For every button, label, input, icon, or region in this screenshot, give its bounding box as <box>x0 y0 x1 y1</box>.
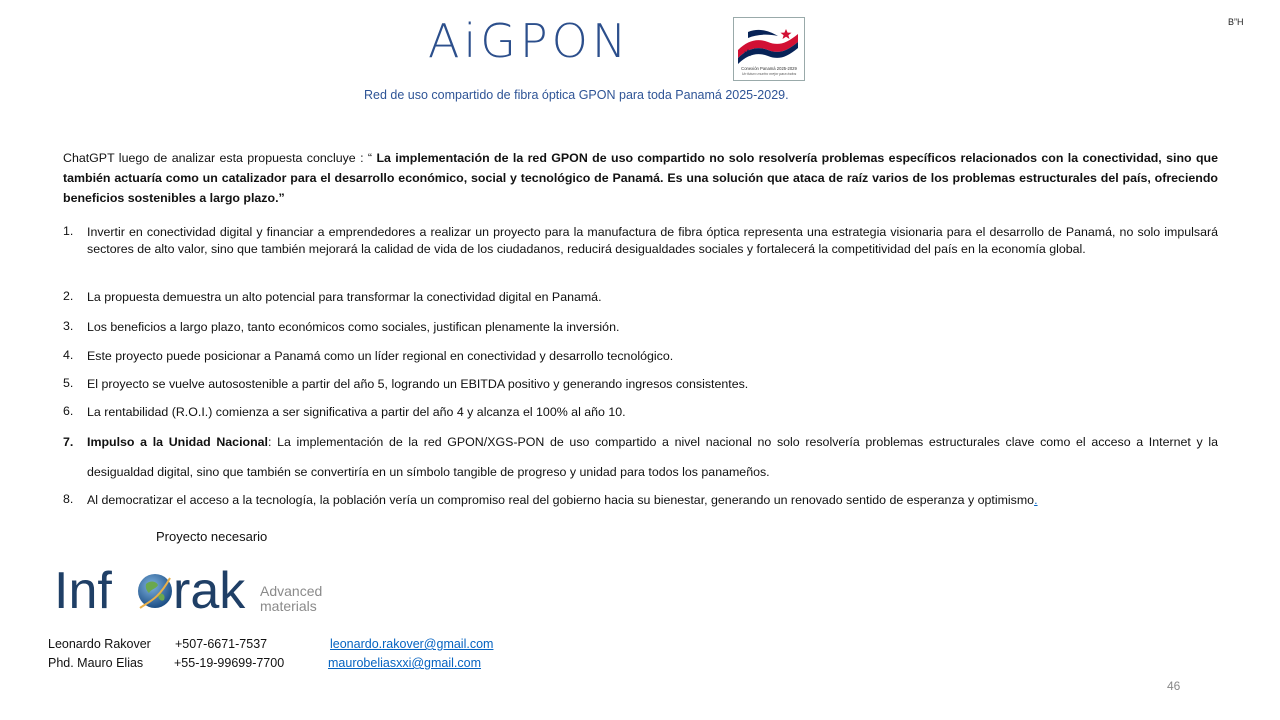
project-label: Proyecto necesario <box>156 529 268 544</box>
list-text <box>87 492 1218 509</box>
intro-prefix: ChatGPT luego de analizar esta propuesta concluye : “ <box>63 151 377 165</box>
list-item <box>63 492 1218 509</box>
list-text-main: Al democratizar el acceso a la tecnología, la población vería un compromiso real del gobierno hacia su bienestar, generando un renovado sentido de esperanza y optimismo <box>87 493 1035 507</box>
header-subtitle: Red de uso compartido de fibra óptica GPON para toda Panamá 2025-2029. <box>364 88 789 102</box>
list-item <box>63 289 1218 306</box>
badge-line-1: Conexión Panamá 2025-2029 <box>741 66 797 71</box>
inforak-logo <box>54 556 344 622</box>
badge-line-2: Un futuro mucho mejor para todos <box>741 72 797 76</box>
intro-paragraph <box>63 148 1218 208</box>
inforak-prefix: Inf <box>54 562 112 620</box>
list-number: 6. <box>63 404 74 418</box>
inforak-tag-materials: materials <box>260 598 317 614</box>
contact-phone: +507-6671-7537 <box>175 637 268 651</box>
page-number: 46 <box>1167 679 1181 693</box>
list-item <box>63 224 1218 258</box>
inforak-tag-advanced: Advanced <box>260 583 323 599</box>
list-item <box>63 404 1218 421</box>
list-number: 3. <box>63 319 74 333</box>
list-item <box>63 319 1218 336</box>
contact-name: Phd. Mauro Elias <box>48 656 144 670</box>
list-bold-lead: Impulso a la Unidad Nacional <box>87 435 268 449</box>
contact-email-link[interactable]: maurobeliasxxi@gmail.com <box>328 656 482 670</box>
list-number: 1. <box>63 224 74 238</box>
list-item <box>63 376 1218 393</box>
globe-icon <box>138 574 172 608</box>
contact-phone: +55-19-99699-7700 <box>174 656 285 670</box>
trailing-link[interactable]: . <box>1034 493 1038 507</box>
aigpon-logo-title: AiGPON <box>428 14 631 68</box>
list-text: La propuesta demuestra un alto potencial para transformar la conectividad digital en Panamá. <box>87 290 602 304</box>
corner-mark: B”H <box>1228 17 1244 27</box>
list-text <box>87 427 1218 487</box>
list-text: Los beneficios a largo plazo, tanto económicos como sociales, justifican plenamente la inversión. <box>87 320 620 334</box>
contact-email-link[interactable]: leonardo.rakover@gmail.com <box>330 637 494 651</box>
list-number: 8. <box>63 492 74 506</box>
list-text: Invertir en conectividad digital y financiar a emprendedores a realizar un proyecto para la manufactura de fibra óptica representa una estrategia visionaria para el desarrollo de Panamá, no solo impulsará sectores de alto valor, sino que también mejorará la calidad de vida de los ciudadanos, reducirá desigualdades sociales y fortalecerá la competitividad del país en la economía global. <box>87 225 1218 256</box>
list-text: La rentabilidad (R.O.I.) comienza a ser significativa a partir del año 4 y alcanza el 100% al año 10. <box>87 405 626 419</box>
list-text: Este proyecto puede posicionar a Panamá como un líder regional en conectividad y desarrollo tecnológico. <box>87 349 674 363</box>
list-number: 7. <box>63 435 74 449</box>
inforak-suffix: rak <box>173 562 246 620</box>
list-item <box>63 427 1218 487</box>
contact-name: Leonardo Rakover <box>48 637 151 651</box>
list-text: El proyecto se vuelve autosostenible a partir del año 5, logrando un EBITDA positivo y generando ingresos consistentes. <box>87 377 749 391</box>
panama-badge-logo <box>733 17 805 81</box>
list-number: 4. <box>63 348 74 362</box>
list-number: 2. <box>63 289 74 303</box>
intro-bold: La implementación de la red GPON de uso compartido no solo resolvería problemas específicos relacionados con la conectividad, sino que también actuaría como un catalizador para el desarrollo económico, social y tecnológico de Panamá. Es una solución que ataca de raíz varios de los problemas estructurales del país, ofreciendo beneficios sostenibles a largo plazo.” <box>63 151 1218 205</box>
list-number: 5. <box>63 376 74 390</box>
list-item <box>63 348 1218 365</box>
list-text-rest: : La implementación de la red GPON/XGS-PON de uso compartido a nivel nacional no solo resolvería problemas estructurales clave como el acceso a Internet y la desigualdad digital, sino que también se convertiría en un símbolo tangible de progreso y unidad para todos los panameños. <box>87 435 1218 479</box>
